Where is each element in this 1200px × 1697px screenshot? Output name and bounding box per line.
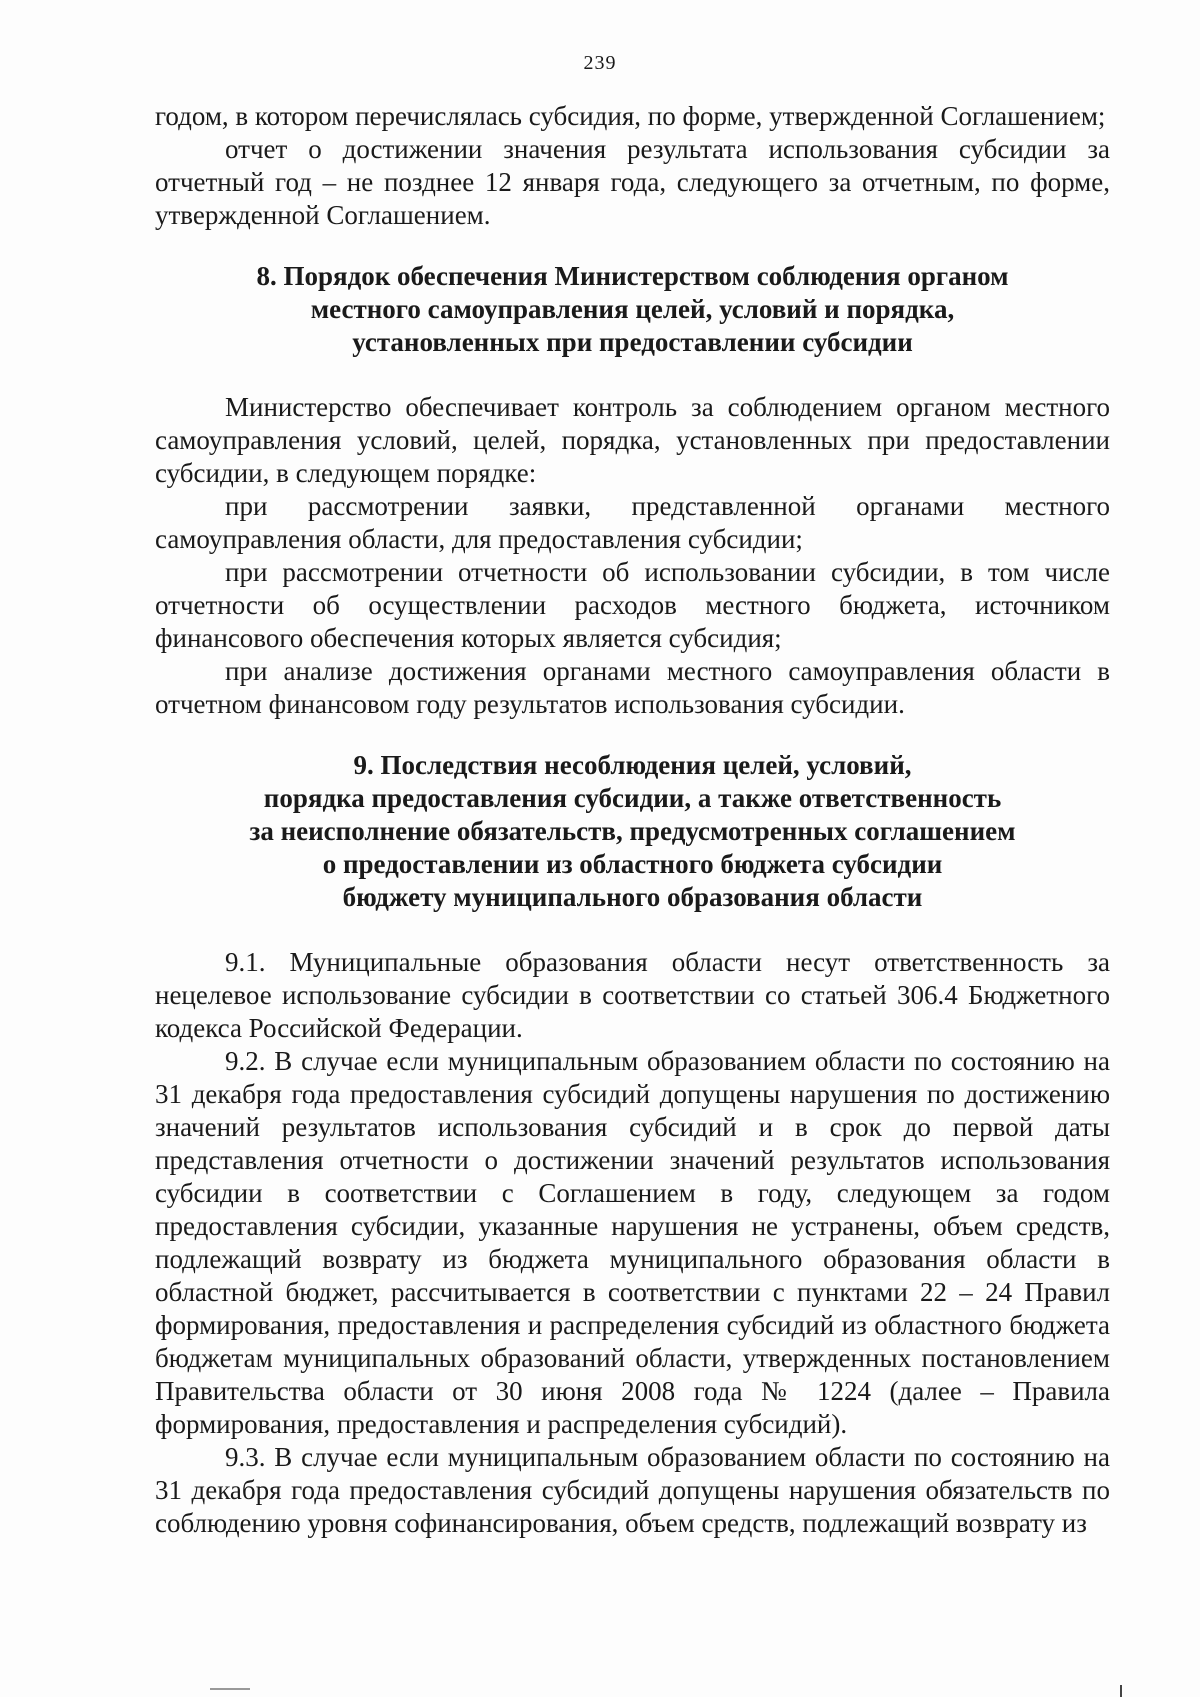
intro-paragraph: отчет о достижении значения результата использования субсидии за отчетный год – не позднее 12 января года, следующего за отчетным, по форме, утвержденной Соглашением. <box>155 134 1110 230</box>
section-heading-line: 9. Последствия несоблюдения целей, условий, <box>353 750 912 780</box>
section-9-heading <box>155 749 1110 914</box>
page-number: 239 <box>583 52 617 74</box>
section-9-paragraph: 9.2. В случае если муниципальным образованием области по состоянию на 31 декабря года предоставления субсидий допущены нарушения по достижению значений результатов использования субсидий и в срок до первой даты представления отчетности о достижении значений результатов использования субсидии в соответствии с Соглашением в году, следующем за годом предоставления субсидии, указанные нарушения не устранены, объем средств, подлежащий возврату из бюджета муниципального образования области в областной бюджет, рассчитывается в соответствии с пунктами 22 – 24 Правил формирования, предоставления и распределения субсидий из областного бюджета бюджетам муниципальных образований области, утвержденных постановлением Правительства области от 30 июня 2008 года № 1224 (далее – Правила формирования, предоставления и распределения субсидий). <box>155 1046 1110 1439</box>
section-9-paragraph: 9.1. Муниципальные образования области несут ответственность за нецелевое использование субсидии в соответствии со статьей 306.4 Бюджетного кодекса Российской Федерации. <box>155 947 1110 1043</box>
section-8-heading <box>155 260 1110 359</box>
section-heading-line: бюджету муниципального образования области <box>342 882 923 912</box>
document-body <box>155 100 1110 1540</box>
scan-mark <box>210 1688 250 1690</box>
intro-paragraph: годом, в котором перечислялась субсидия, по форме, утвержденной Соглашением; <box>155 101 1106 131</box>
section-8-paragraph: при рассмотрении отчетности об использовании субсидии, в том числе отчетности об осуществлении расходов местного бюджета, источником финансового обеспечения которых является субсидия; <box>155 557 1110 653</box>
section-9-paragraph: 9.3. В случае если муниципальным образованием области по состоянию на 31 декабря года предоставления субсидий допущены нарушения обязательств по соблюдению уровня софинансирования, объем средств, подлежащий возврату из <box>155 1442 1110 1538</box>
section-8-paragraph: при анализе достижения органами местного самоуправления области в отчетном финансовом году результатов использования субсидии. <box>155 656 1110 719</box>
section-8-paragraph: при рассмотрении заявки, представленной органами местного самоуправления области, для предоставления субсидии; <box>155 491 1110 554</box>
section-heading-line: за неисполнение обязательств, предусмотренных соглашением <box>249 816 1016 846</box>
section-heading-line: порядка предоставления субсидии, а также ответственность <box>263 783 1002 813</box>
section-8-paragraph: Министерство обеспечивает контроль за соблюдением органом местного самоуправления условий, целей, порядка, установленных при предоставлении субсидии, в следующем порядке: <box>155 392 1110 488</box>
section-heading-line: установленных при предоставлении субсидии <box>352 327 913 357</box>
section-heading-line: 8. Порядок обеспечения Министерством соблюдения органом <box>256 261 1009 291</box>
scan-mark <box>1120 1685 1122 1697</box>
section-heading-line: о предоставлении из областного бюджета субсидии <box>322 849 943 879</box>
section-heading-line: местного самоуправления целей, условий и порядка, <box>310 294 955 324</box>
